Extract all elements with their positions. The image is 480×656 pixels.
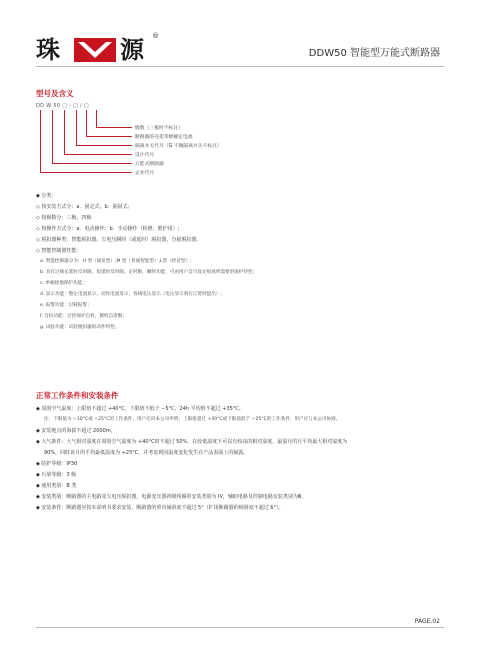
tree-branch (96, 110, 97, 127)
logo-char-right: 源 (120, 35, 144, 64)
tree-branch (76, 110, 77, 145)
condition-line: ◆ 防护等级：IP30 (36, 461, 78, 467)
model-label: 企业代号 (135, 171, 155, 176)
controller-feature: d. 显示功能：整定电流显示，动作电流显示，各线电压显示（电压显示须在订货时提出）; (40, 292, 222, 297)
model-label: 万能式断路器 (135, 162, 164, 167)
controller-feature: g. 试验功能：试验脱扣器的动作特性。 (40, 325, 120, 330)
condition-line: ◆ 使用类别：B 类 (36, 483, 77, 489)
condition-note: 注：下限值为 −10°C或 −25°C的工作条件，用户应向本公司申明；上限值超过 +40°C或下限值低于 −25°C的工作条件，用户应与本公司协商。 (44, 417, 341, 422)
condition-line: ◆ 安装类别：断路器的主电路及欠电压脱扣器，电源变压器初级线圈的安装类别为 IV，辅助电路及控制电路安装类别为Ⅲ。 (36, 494, 307, 500)
footer-divider (36, 627, 444, 628)
tree-branch (86, 110, 87, 136)
controller-feature: a. 智能控制器分为：H 型（通讯型）,M 型（普通智能型）,L型（经济型）; (40, 259, 192, 264)
registered-mark: ® (152, 32, 159, 40)
model-label: 隔离并关代号（G 不做隔离并关不标注） (135, 144, 222, 149)
model-code: DD W 50 □ - □ / □ (36, 103, 89, 109)
controller-feature: e. 报警功能：过载报警； (40, 303, 92, 308)
tree-branch (52, 163, 132, 164)
classification-line: ◇ 按操作方式分：a．电动操作；b．手动操作（检修、维护用）; (36, 226, 180, 232)
tree-branch (96, 127, 132, 128)
document-title: DDW50 智能型万能式断路器 (308, 48, 440, 59)
condition-line: ◆ 污染等级：3 级 (36, 472, 77, 478)
condition-line: ◆ 周围空气温度：上限值不超过 +40°C，下限值不低于 −5°C，24h 平均值不超过 +35°C。 (36, 406, 244, 412)
page-number: PAGE.02 (414, 618, 440, 625)
classification-line: ◇ 按安装方式分：a．固定式；b．抽屉式； (36, 204, 133, 210)
tree-branch (86, 136, 132, 137)
tree-branch (40, 110, 41, 172)
section-title-conditions: 正常工作条件和安装条件 (36, 391, 119, 400)
classification-line: ◇ 脱扣器种类：智能脱扣器、欠电压瞬时（或延时）脱扣器、分励脱扣器。 (36, 237, 202, 243)
controller-feature: f. 自检功能：过热保护自检，微机自诊断； (40, 314, 127, 319)
classification-line: ◆ 分类: (36, 193, 54, 199)
condition-line: ◆ 安装地点的海拔不超过 2000m。 (36, 428, 116, 434)
condition-line: ◆ 安装条件：断路器应按本说明书要求安装，断路器的垂直倾斜度不超过 5°（扩用断路器的倾斜度不超过 6°）。 (36, 505, 284, 511)
model-label: 设计代号 (135, 153, 155, 158)
logo-mark-icon (74, 38, 116, 62)
brand-logo (36, 32, 166, 64)
condition-line-cont: 90%，同时该月的平均最低温度为 +25°C，并考虑到因温度变化发生在产品表面上的凝露。 (44, 450, 249, 456)
tree-branch (52, 110, 53, 163)
model-label: 级数（三极时不标注） (135, 126, 183, 131)
model-label: 断路器的壳架等级额定电流 (135, 135, 193, 140)
logo-char-left: 珠 (36, 35, 60, 64)
condition-line: ◆ 大气条件：大气相对湿度在周围空气温度为 +40°C时不超过 50%，在较低温度下可以有较高的相对湿度，最湿月的月平均最大相对湿度为 (36, 439, 348, 445)
tree-branch (76, 145, 132, 146)
tree-branch (40, 172, 132, 173)
tree-branch (64, 110, 65, 154)
section-title-model: 型号及含义 (36, 89, 74, 98)
header-divider (36, 66, 444, 67)
controller-feature: b. 具有过载长延时反时限，短延时反时限、定时限，瞬时功能，可由用户自行设定组成所需要的保护特性； (40, 270, 258, 275)
classification-line: ◇ 智能控制器性能： (36, 248, 82, 254)
tree-branch (64, 154, 132, 155)
classification-line: ◇ 按极数分：三极、四极 (36, 215, 92, 221)
controller-feature: c. 单相接地保护功能； (40, 281, 87, 286)
